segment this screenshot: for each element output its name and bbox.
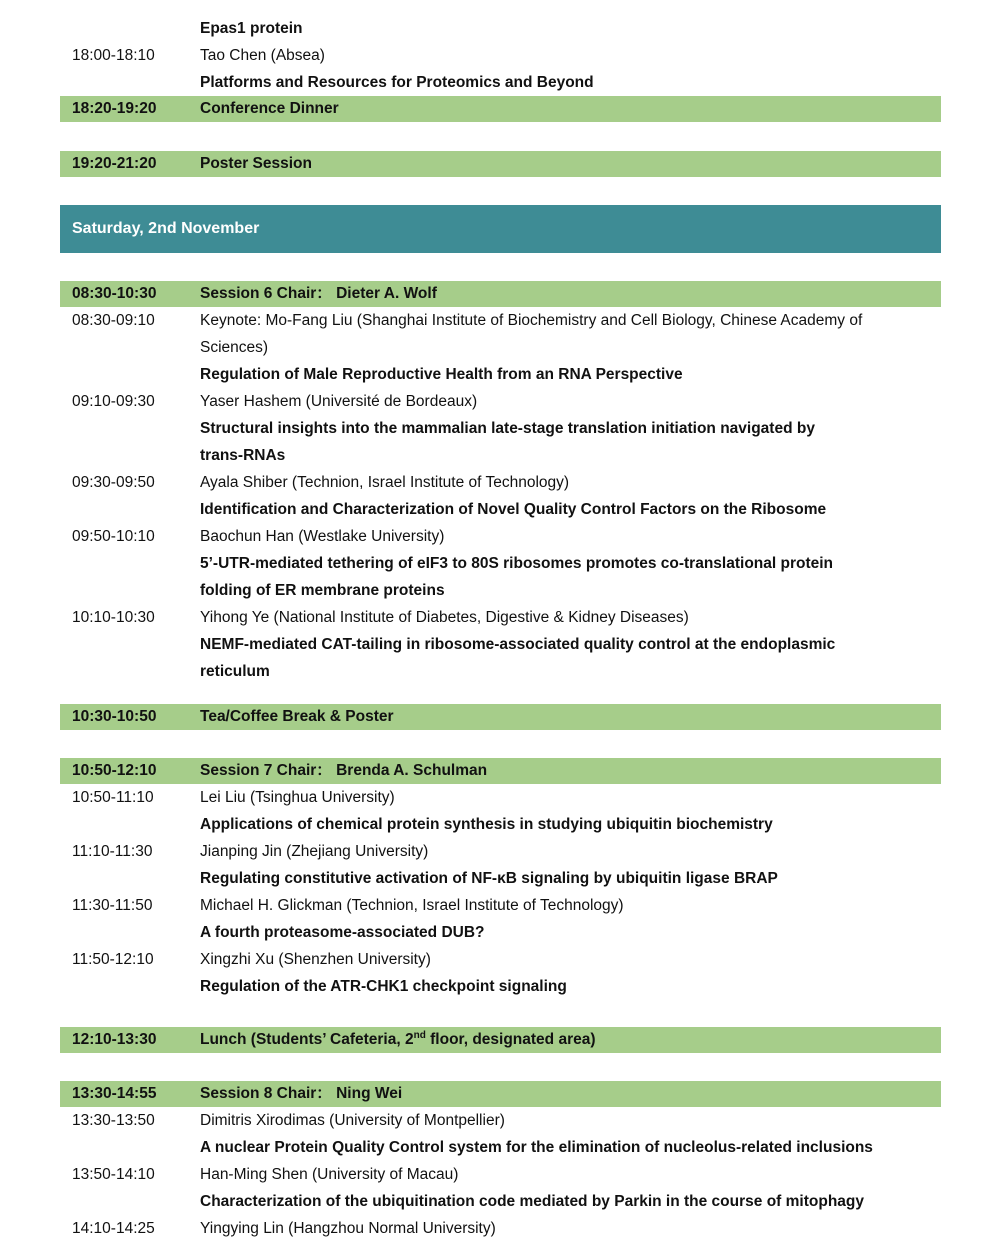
time-cell: 18:00-18:10: [72, 47, 155, 64]
time-cell: 14:10-14:25: [72, 1220, 155, 1237]
time-cell: 09:30-09:50: [72, 474, 155, 491]
banner-label: Poster Session: [200, 155, 312, 172]
lunch-label-prefix: Lunch (Students’ Cafeteria, 2: [200, 1031, 414, 1048]
speaker-cell: Yingying Lin (Hangzhou Normal University): [200, 1220, 496, 1237]
talk-title-cell: Identification and Characterization of Novel Quality Control Factors on the Ribosome: [200, 501, 827, 518]
schedule-row: [60, 1134, 941, 1161]
schedule-row: [60, 811, 941, 838]
banner-session-7: [60, 758, 941, 784]
banner-label: Tea/Coffee Break & Poster: [200, 708, 394, 725]
speaker-cell: Tao Chen (Absea): [200, 47, 325, 64]
schedule-row: [60, 973, 941, 1000]
schedule-row: [60, 550, 941, 577]
talk-title-cell: Characterization of the ubiquitination code mediated by Parkin in the course of mitophagy: [200, 1193, 864, 1210]
banner-conference-dinner: [60, 96, 941, 122]
schedule-row: [60, 892, 941, 919]
schedule-row: [60, 604, 941, 631]
talk-title-cell: A nuclear Protein Quality Control system for the elimination of nucleolus-related inclusions: [200, 1139, 873, 1156]
talk-title-cell: Platforms and Resources for Proteomics and Beyond: [200, 74, 594, 91]
time-cell: [60, 865, 200, 892]
time-cell: 13:30-14:55: [72, 1085, 157, 1102]
time-cell: 10:30-10:50: [72, 708, 157, 725]
talk-title-cell: folding of ER membrane proteins: [200, 582, 445, 599]
time-cell: [60, 1134, 200, 1161]
talk-title-cell: Regulating constitutive activation of NF-κB signaling by ubiquitin ligase BRAP: [200, 870, 778, 887]
talk-title-cell: Regulation of the ATR-CHK1 checkpoint signaling: [200, 978, 567, 995]
time-cell: [60, 550, 200, 577]
section-session-8: [60, 1107, 941, 1242]
schedule-row: [60, 361, 941, 388]
schedule-row: [60, 469, 941, 496]
schedule-row: [60, 334, 941, 361]
speaker-cell: Jianping Jin (Zhejiang University): [200, 843, 429, 860]
time-cell: 18:20-19:20: [72, 100, 157, 117]
time-cell: 13:50-14:10: [72, 1166, 155, 1183]
time-cell: 10:50-11:10: [72, 789, 154, 806]
time-cell: [60, 919, 200, 946]
speaker-cell: Keynote: Mo-Fang Liu (Shanghai Institute of Biochemistry and Cell Biology, Chinese Academy of: [200, 312, 863, 329]
schedule-row: [60, 577, 941, 604]
banner-poster-session: [60, 151, 941, 177]
speaker-cell: Han-Ming Shen (University of Macau): [200, 1166, 459, 1183]
speaker-cell: Baochun Han (Westlake University): [200, 528, 445, 545]
banner-lunch: [60, 1027, 941, 1053]
schedule-row: [60, 946, 941, 973]
time-cell: [60, 811, 200, 838]
day-header-label: Saturday, 2nd November: [72, 220, 260, 237]
schedule-row: [60, 784, 941, 811]
talk-title-cell: Epas1 protein: [200, 20, 303, 37]
section-friday-remainder: [60, 15, 941, 96]
time-cell: [60, 658, 200, 685]
schedule-row: [60, 69, 941, 96]
schedule-row: [60, 1188, 941, 1215]
banner-label: Session 8 Chair： Ning Wei: [200, 1085, 403, 1102]
day-header-saturday: [60, 205, 941, 253]
time-cell: [60, 631, 200, 658]
talk-title-cell: NEMF-mediated CAT-tailing in ribosome-associated quality control at the endoplasmic: [200, 636, 836, 653]
time-cell: [60, 577, 200, 604]
time-cell: [60, 15, 200, 42]
schedule-row: [60, 15, 941, 42]
lunch-ordinal-superscript: nd: [413, 1029, 426, 1041]
schedule-row: [60, 1107, 941, 1134]
time-cell: [60, 69, 200, 96]
schedule-row: [60, 838, 941, 865]
speaker-cell: Yihong Ye (National Institute of Diabetes, Digestive & Kidney Diseases): [200, 609, 689, 626]
schedule-row: [60, 415, 941, 442]
time-cell: 08:30-10:30: [72, 285, 157, 302]
banner-label: Session 6 Chair： Dieter A. Wolf: [200, 285, 437, 302]
time-cell: [60, 361, 200, 388]
time-cell: 11:10-11:30: [72, 843, 153, 860]
schedule-row: [60, 1215, 941, 1242]
talk-title-cell: A fourth proteasome-associated DUB?: [200, 924, 485, 941]
time-cell: 11:30-11:50: [72, 897, 153, 914]
time-cell: 19:20-21:20: [72, 155, 157, 172]
time-cell: 09:10-09:30: [72, 393, 155, 410]
speaker-cell: Ayala Shiber (Technion, Israel Institute of Technology): [200, 474, 570, 491]
schedule-row: [60, 658, 941, 685]
talk-title-cell: 5’-UTR-mediated tethering of eIF3 to 80S ribosomes promotes co-translational protein: [200, 555, 834, 572]
schedule-row: [60, 865, 941, 892]
banner-session-6: [60, 281, 941, 307]
banner-label: Session 7 Chair： Brenda A. Schulman: [200, 762, 488, 779]
banner-session-8: [60, 1081, 941, 1107]
section-session-6: [60, 307, 941, 685]
talk-title-cell: Structural insights into the mammalian late-stage translation initiation navigated by: [200, 420, 815, 437]
speaker-cell: Lei Liu (Tsinghua University): [200, 789, 395, 806]
time-cell: 11:50-12:10: [72, 951, 154, 968]
time-cell: [60, 496, 200, 523]
banner-label: [200, 1027, 941, 1053]
time-cell: [60, 334, 200, 361]
banner-tea-break: [60, 704, 941, 730]
schedule-row: [60, 919, 941, 946]
speaker-cell: Michael H. Glickman (Technion, Israel Institute of Technology): [200, 897, 624, 914]
time-cell: 13:30-13:50: [72, 1112, 155, 1129]
schedule-row: [60, 523, 941, 550]
speaker-cell: Xingzhi Xu (Shenzhen University): [200, 951, 431, 968]
talk-title-cell: Regulation of Male Reproductive Health from an RNA Perspective: [200, 366, 683, 383]
talk-title-cell: reticulum: [200, 663, 270, 680]
time-cell: [60, 415, 200, 442]
speaker-cell: Yaser Hashem (Université de Bordeaux): [200, 393, 478, 410]
banner-label: Conference Dinner: [200, 100, 339, 117]
lunch-label-suffix: floor, designated area): [425, 1031, 596, 1048]
speaker-cell: Sciences): [200, 339, 269, 356]
schedule-row: [60, 1161, 941, 1188]
speaker-cell: Dimitris Xirodimas (University of Montpellier): [200, 1112, 505, 1129]
schedule-row: [60, 388, 941, 415]
schedule-row: [60, 42, 941, 69]
time-cell: 12:10-13:30: [72, 1031, 157, 1048]
time-cell: [60, 1188, 200, 1215]
schedule-row: [60, 496, 941, 523]
talk-title-cell: Applications of chemical protein synthesis in studying ubiquitin biochemistry: [200, 816, 773, 833]
schedule-row: [60, 442, 941, 469]
schedule-row: [60, 631, 941, 658]
time-cell: 08:30-09:10: [72, 312, 155, 329]
schedule-row: [60, 307, 941, 334]
time-cell: 10:10-10:30: [72, 609, 155, 626]
time-cell: 10:50-12:10: [72, 762, 157, 779]
time-cell: [60, 973, 200, 1000]
time-cell: [60, 442, 200, 469]
section-session-7: [60, 784, 941, 1000]
talk-title-cell: trans-RNAs: [200, 447, 286, 464]
time-cell: 09:50-10:10: [72, 528, 155, 545]
